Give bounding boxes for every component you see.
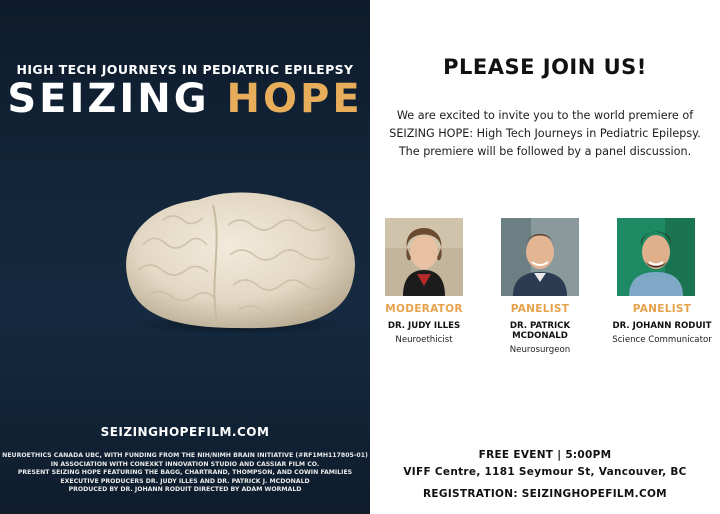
event-details (370, 447, 720, 481)
poster-subtitle: HIGH TECH JOURNEYS IN PEDIATRIC EPILEPSY (16, 62, 354, 77)
event-location: VIFF Centre, 1181 Seymour St, Vancouver, BC (403, 466, 687, 478)
title-hope: HOPE (226, 76, 363, 122)
moderator-photo (385, 218, 463, 296)
person-panelist-1 (482, 303, 598, 355)
credit-line: PRESENT SEIZING HOPE FEATURING THE BAGG, CHARTRAND, THOMPSON, AND COWIN FAMILIES (17, 469, 353, 477)
intro-text (385, 107, 705, 161)
person-name: DR. JOHANN RODUIT (612, 321, 712, 331)
person-panelist-2 (604, 303, 720, 345)
person-desc: Science Communicator (612, 335, 712, 345)
credit-line: IN ASSOCIATION WITH CONEXKT INNOVATION STUDIO AND CASSIAR FILM CO. (50, 460, 320, 468)
credit-line: EXECUTIVE PRODUCERS DR. JUDY ILLES AND DR. PATRICK J. MCDONALD (60, 477, 310, 485)
person-role: MODERATOR (385, 303, 463, 315)
person-moderator (366, 303, 482, 345)
person-name: DR. PATRICK MCDONALD (509, 321, 571, 341)
intro-line: The premiere will be followed by a panel discussion. (398, 145, 692, 158)
poster-credits (0, 452, 370, 495)
invitation-panel (370, 0, 720, 514)
credit-line: PRODUCED BY DR. JOHANN RODUIT DIRECTED BY ADAM WORMALD (68, 486, 302, 494)
person-name: DR. JUDY ILLES (387, 321, 461, 331)
intro-line: SEIZING HOPE: High Tech Journeys in Pediatric Epilepsy. (389, 127, 701, 140)
panelist-2-photo (617, 218, 695, 296)
panelist-1-photo (501, 218, 579, 296)
registration-link[interactable]: REGISTRATION: SEIZINGHOPEFILM.COM (423, 488, 667, 500)
person-desc: Neuroethicist (395, 335, 453, 345)
poster-title (0, 76, 370, 122)
knitted-brain-image (118, 185, 363, 335)
credit-line: NEUROETHICS CANADA UBC, WITH FUNDING FROM THE NIH/NIMH BRAIN INITIATIVE (#RF1MH117805-01) (2, 452, 368, 459)
person-role: PANELIST (510, 303, 570, 315)
person-role: PANELIST (632, 303, 692, 315)
title-seizing: SEIZING (7, 76, 210, 122)
headline: PLEASE JOIN US! (443, 55, 647, 79)
person-desc: Neurosurgeon (509, 345, 571, 355)
intro-line: We are excited to invite you to the world premiere of (396, 109, 694, 122)
poster-url: SEIZINGHOPEFILM.COM (100, 425, 270, 439)
event-time: FREE EVENT | 5:00PM (478, 449, 612, 461)
